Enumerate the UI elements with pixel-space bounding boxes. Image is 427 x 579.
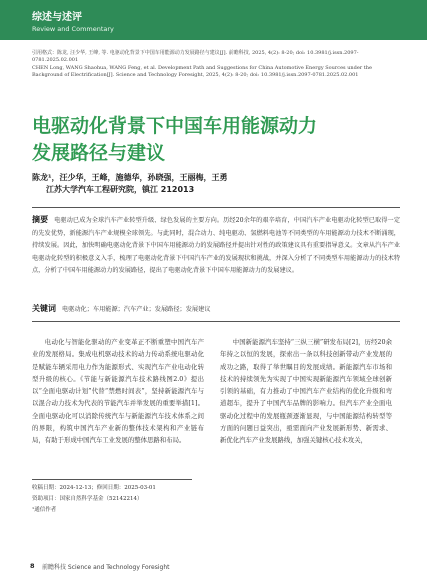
keywords-text: 电驱动化；车用能源；汽车产业；发展路径；发展建议	[62, 306, 211, 313]
body-paragraph: 电动化与智能化驱动的产业变革正不断重塑中国汽车产业的发展格局。集成电机驱动技术的动力传动系统电驱动化是赋能车辆采用电力作为能源形式、实现汽车产业电动化转型升级的核心。《节能与新能源汽车技术路线图2.0》提出以“全面电驱动计划”代替“禁燃时间表”，坚持新能源汽车与以混合动力技术为代表的节能汽车并举发展的重要举措[1]。全面电驱动化可以消除传统汽车与新能源汽车技术体系之间的界限，构筑中国汽车产业新的整体技术架构和产业链布局，有助于形成中国汽车工业发展的整体思路和布局。	[32, 338, 204, 445]
page-number: 8	[30, 562, 35, 570]
body-column-left	[32, 336, 204, 447]
section-title: 综述与述评	[32, 12, 82, 23]
section-subtitle: Review and Commentary	[32, 25, 114, 33]
abstract-text: 电驱动已成为全球汽车产业转型升级、绿色发展的主要方向。历经20余年的艰辛培育，中国汽车产业电驱动化转型已取得一定的先发优势，新能源汽车产业规模全球领先。与此同时，混合动力、纯电驱动、氢燃料电池等不同类型的车用能源动力技术不断涌现，持续发展。因此，加快明确电驱动化背景下中国车用能源动力的发展路径并提出针对性的政策建议具有重要指导意义。文章从汽车产业电驱动化转型的积极意义入手，梳理了电驱动化背景下中国汽车产业的发展现状和挑战，并深入分析了不同类型车用能源动力的技术特点，分析了中国车用能源动力的发展路径，提出了电驱动化背景下中国车用能源动力的发展建议。	[32, 217, 401, 275]
footnote-funding: 资助项目：国家自然科学基金（52142214）	[32, 496, 143, 502]
footnote-received: 收稿日期：2024-12-13；修回日期：2025-03-01	[32, 485, 156, 491]
keywords-block	[32, 303, 400, 316]
divider-bottom	[32, 321, 400, 322]
keywords-label: 关键词	[32, 304, 56, 313]
footnote-corresponding: ¹通信作者	[32, 507, 57, 513]
abstract-label: 摘要	[32, 215, 49, 224]
citation-chinese: 引用格式：陈龙, 汪少华, 王峰, 等. 电驱动化背景下中国车用能源动力发展路径与建议[J]. 前瞻科技, 2025, 4(2): 8-20; doi: 10.3981/j.issn.2097-0781.2025.02.001	[32, 50, 359, 63]
body-paragraph: 中国新能源汽车坚持“三纵三横”研发布局[2]，历经20余年持之以恒的发展，探索出一条以科技创新带动产业发展的成功之路，取得了举世瞩目的发展成绩。新能源汽车市场和技术的持续领先为实现了中国实现新能源汽车领域全球创新引领的基础，有力推动了中国汽车产业结构的优化升级和弯道超车，提升了中国汽车品牌的影响力。但汽车产业全面电驱动化过程中的发展瓶颈逐渐显现，与中国能源结构转型等方面的问题日益突出，亟需面向产业发展新形势、新需求、新优化汽车产业发展路线，加强关键核心技术攻关，	[220, 338, 392, 445]
divider-top	[32, 207, 400, 208]
body-column-right	[220, 336, 392, 447]
citation-english: CHEN Long, WANG Shaohua, WANG Feng, et al. Development Path and Suggestions for China Automotive Energy Sources under the Background of Electrification[J]. Science and Technology Foresight, 2025, 4(2): 8-20; doi: 10.3981/j.issn.2097-0781.2025.02.001	[32, 65, 372, 78]
article-title-line1: 电驱动化背景下中国车用能源动力	[32, 115, 318, 137]
article-title-line2: 发展路径与建议	[32, 142, 166, 164]
footnote-divider	[32, 479, 192, 480]
author-list: 陈龙¹，汪少华，王峰，施德华，孙晓强，王丽梅，王勇	[32, 173, 228, 182]
abstract-block	[32, 214, 400, 278]
article-title	[32, 113, 362, 167]
author-affiliation: 江苏大学汽车工程研究院，镇江 212013	[46, 185, 195, 194]
journal-name: 前瞻科技 Science and Technology Foresight	[42, 564, 170, 571]
